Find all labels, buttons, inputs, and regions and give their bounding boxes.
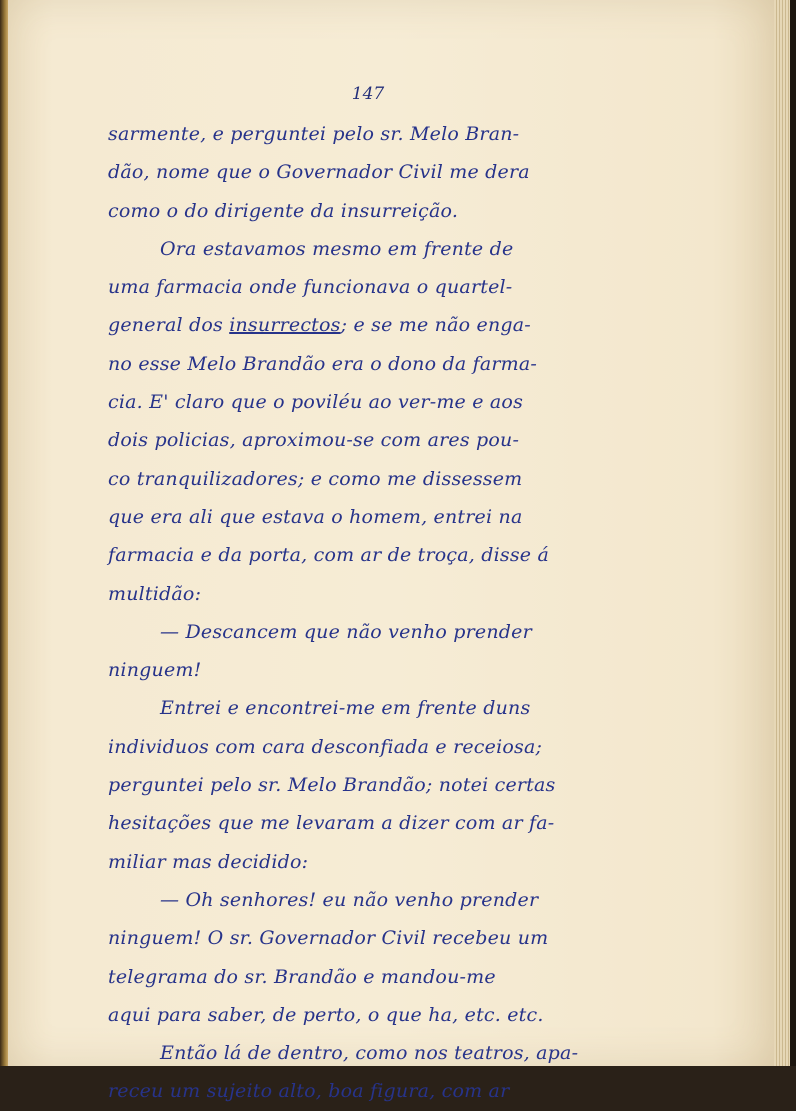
underlined-word: insurrectos [229,314,341,337]
text-line: que era ali que estava o homem, entrei na [108,505,523,528]
text-line: no esse Melo Brandão era o dono da farma- [108,352,538,375]
text-line: dois policias, aproximou-se com ares pou- [108,429,520,452]
text-line: co tranquilizadores; e como me dissessem [108,467,523,490]
text-line: miliar mas decidido: [108,850,309,873]
text-line: aqui para saber, de perto, o que ha, etc. etc. [108,1003,544,1026]
text-line: — Oh senhores! eu não venho prender [160,888,539,911]
text-line: general dos insurrectos; e se me não enga- [108,314,531,337]
text-line: perguntei pelo sr. Melo Brandão; notei certas [108,774,556,797]
book-edge-shadow [790,0,796,1066]
handwritten-text [108,115,628,1111]
page-number: 147 [351,84,385,104]
text-line: Então lá de dentro, como nos teatros, apa- [160,1042,579,1065]
text-line: Entrei e encontrei-me em frente duns [160,697,531,720]
text-line: ninguem! [108,659,202,682]
text-line: hesitações que me levaram a dizer com ar fa- [108,812,555,835]
text-line: dão, nome que o Governador Civil me dera [108,161,530,184]
text-line: Ora estavamos mesmo em frente de [160,237,514,260]
text-line: individuos com cara desconfiada e receiosa; [108,735,543,758]
text-line: — Descancem que não venho prender [160,620,532,643]
text-line: farmacia e da porta, com ar de troça, disse á [108,544,549,567]
text-line: sarmente, e perguntei pelo sr. Melo Bran- [108,123,520,145]
text-line: multidão: [108,582,202,605]
text-line: telegrama do sr. Brandão e mandou-me [108,965,496,988]
text-line: ninguem! O sr. Governador Civil recebeu um [108,927,549,950]
book-spine [0,0,8,1066]
text-line: receu um sujeito alto, boa figura, com ar [108,1080,510,1103]
text-line: como o do dirigente da insurreição. [108,199,459,222]
text-line: cia. E' claro que o poviléu ao ver-me e aos [108,391,524,414]
text-line: uma farmacia onde funcionava o quartel- [108,276,513,299]
